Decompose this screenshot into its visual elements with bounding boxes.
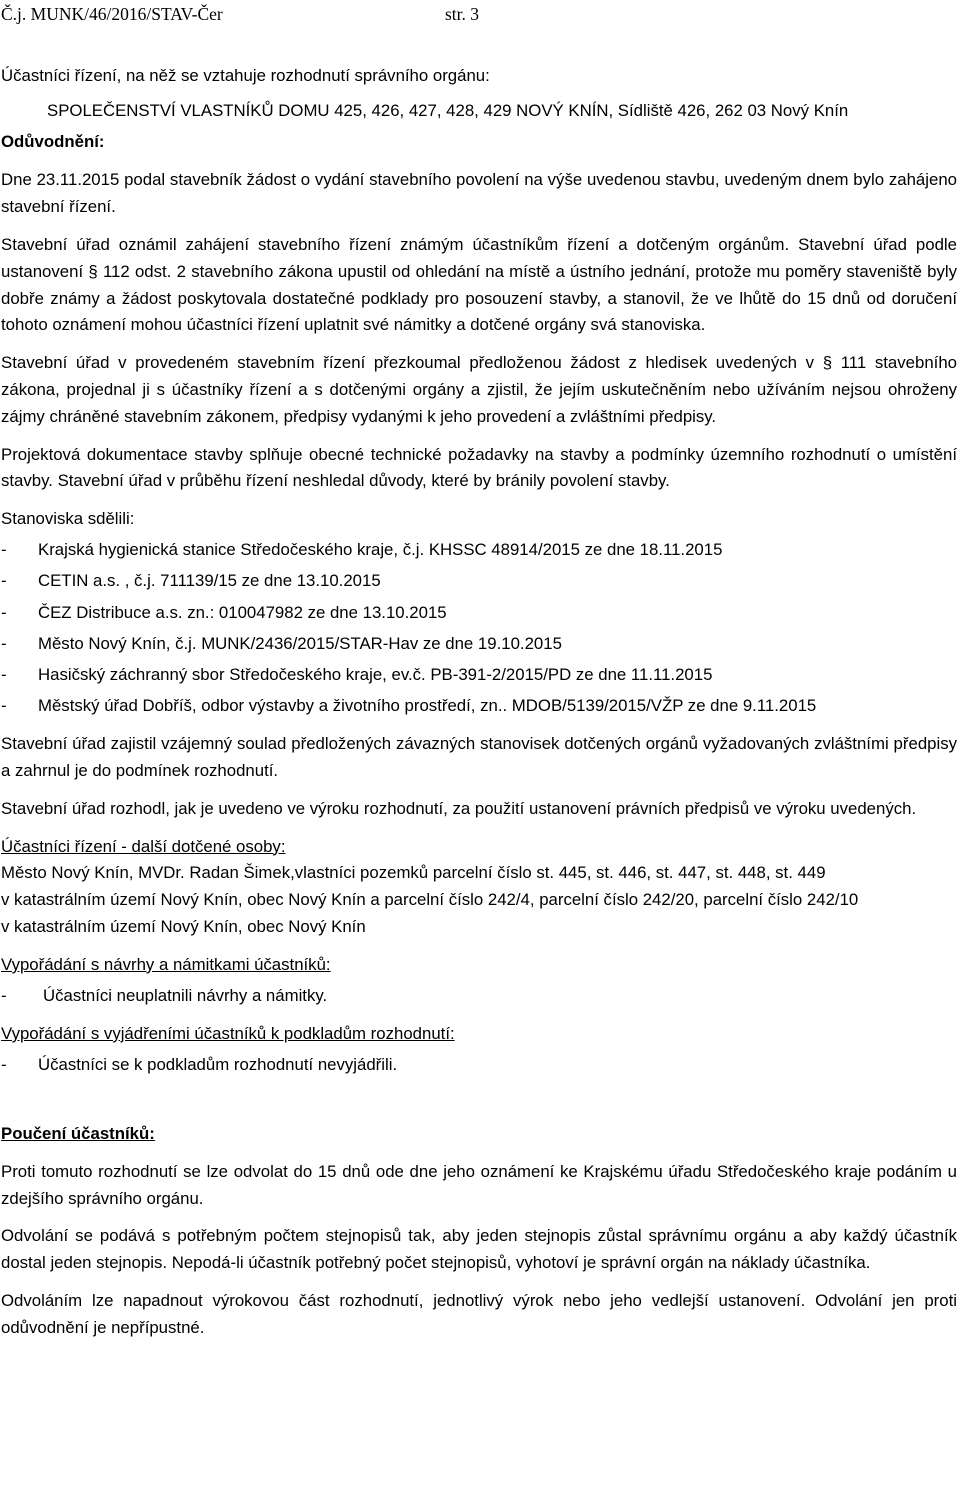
- list-dash: -: [1, 986, 7, 1006]
- opinions-paragraph-6: Stavební úřad rozhodl, jak je uvedeno ve výroku rozhodnutí, za použití ustanovení právních předpisů ve výroku uvedených.: [1, 798, 917, 818]
- list-dash: -: [1, 633, 7, 653]
- reasoning-paragraph-4: Projektová dokumentace stavby splňuje obecné technické požadavky na stavby a podmínky územního rozhodnutí o umístění stavby. Stavební úřad v průběhu řízení neshledal důvody, které by bránily povolení stavby.: [1, 444, 957, 491]
- list-item: [1, 568, 957, 595]
- list-item-text: CETIN a.s. , č.j. 711139/15 ze dne 13.10.2015: [38, 571, 381, 591]
- list-item: [1, 983, 957, 1010]
- instructions-paragraph-1: Proti tomuto rozhodnutí se lze odvolat do 15 dnů ode dne jeho oznámení ke Krajskému úřadu Středočeského kraje podáním u zdejšího správního orgánu.: [1, 1161, 957, 1208]
- list-dash: -: [1, 1055, 7, 1075]
- other-participants-heading: Účastníci řízení - další dotčené osoby:: [1, 836, 286, 856]
- page-header: [1, 0, 957, 30]
- reasoning-paragraph-1: Dne 23.11.2015 podal stavebník žádost o vydání stavebního povolení na výše uvedenou stavbu, uvedeným dnem bylo zahájeno stavební řízení.: [1, 170, 957, 217]
- other-participants-line: v katastrálním území Nový Knín, obec Nový Knín a parcelní číslo 242/4, parcelní číslo 242/20, parcelní číslo 242/10: [1, 890, 859, 910]
- list-dash: -: [1, 602, 7, 622]
- list-item-text: Hasičský záchranný sbor Středočeského kraje, ev.č. PB-391-2/2015/PD ze dne 11.11.2015: [38, 665, 713, 685]
- participants-entity: SPOLEČENSTVÍ VLASTNÍKŮ DOMU 425, 426, 427, 428, 429 NOVÝ KNÍN, Sídliště 426, 262 03 Nový Knín: [47, 100, 849, 120]
- reasoning-paragraph-3: Stavební úřad v provedeném stavebním řízení přezkoumal předloženou žádost z hledisek uvedených v § 111 stavebního zákona, projednal ji s účastníky řízení a s dotčenými orgány a zjistil, že jejím uskutečněním nebo užíváním nejsou ohroženy zájmy chráněné stavebním zákonem, předpisy vydanými k jeho provedení a zvláštními předpisy.: [1, 353, 957, 426]
- list-dash: -: [1, 571, 7, 591]
- opinions-heading: Stanoviska sdělili:: [1, 509, 135, 529]
- list-item: [1, 537, 957, 564]
- other-participants-line: Město Nový Knín, MVDr. Radan Šimek,vlastníci pozemků parcelní číslo st. 445, st. 446, st. 447, st. 448, st. 449: [1, 863, 826, 883]
- document-reference: Č.j. MUNK/46/2016/STAV-Čer: [1, 4, 223, 24]
- list-item-text: Účastníci neuplatnili návrhy a námitky.: [43, 986, 328, 1006]
- statements-heading: Vypořádání s vyjádřeními účastníků k podkladům rozhodnutí:: [1, 1023, 455, 1043]
- reasoning-heading: Odůvodnění:: [1, 131, 105, 151]
- other-participants-line: v katastrálním území Nový Knín, obec Nový Knín: [1, 917, 366, 937]
- opinions-paragraph-5: Stavební úřad zajistil vzájemný soulad předložených závazných stanovisek dotčených orgánů vyžadovaných zvláštními předpisy a zahrnul je do podmínek rozhodnutí.: [1, 734, 957, 781]
- list-item: [1, 1052, 957, 1079]
- list-item: [1, 693, 957, 720]
- list-item-text: Účastníci se k podkladům rozhodnutí nevyjádřili.: [38, 1055, 398, 1075]
- list-item-text: Krajská hygienická stanice Středočeského kraje, č.j. KHSSC 48914/2015 ze dne 18.11.2015: [38, 539, 723, 559]
- other-participants-text: [1, 860, 957, 940]
- list-item: [1, 662, 957, 689]
- participants-heading: Účastníci řízení, na něž se vztahuje rozhodnutí správního orgánu:: [1, 66, 490, 85]
- instructions-paragraph-2: Odvolání se podává s potřebným počtem stejnopisů tak, aby jeden stejnopis zůstal správnímu orgánu a aby každý účastník dostal jeden stejnopis. Nepodá-li účastník potřebný počet stejnopisů, vyhotoví je správní orgán na náklady účastníka.: [1, 1226, 957, 1273]
- instructions-paragraph-3: Odvoláním lze napadnout výrokovou část rozhodnutí, jednotlivý výrok nebo jeho vedlejší ustanovení. Odvolání jen proti odůvodnění je nepřípustné.: [1, 1290, 957, 1337]
- page-number: str. 3: [445, 4, 480, 24]
- reasoning-paragraph-2: Stavební úřad oznámil zahájení stavebního řízení známým účastníkům řízení a dotčeným orgánům. Stavební úřad podle ustanovení § 112 odst. 2 stavebního zákona upustil od ohledání na místě a ústního jednání, protože mu poměry staveniště byly dobře známy a žádost poskytovala dostatečné podklady pro posouzení stavby, a stanovil, že ve lhůtě do 15 dnů od doručení tohoto oznámení mohou účastníci řízení uplatnit své námitky a dotčené orgány svá stanoviska.: [1, 234, 957, 335]
- list-dash: -: [1, 665, 7, 685]
- list-item-text: Město Nový Knín, č.j. MUNK/2436/2015/STAR-Hav ze dne 19.10.2015: [38, 633, 562, 653]
- list-dash: -: [1, 696, 7, 716]
- instructions-heading: Poučení účastníků:: [1, 1124, 155, 1143]
- list-item-text: ČEZ Distribuce a.s. zn.: 010047982 ze dne 13.10.2015: [38, 602, 447, 622]
- list-item-text: Městský úřad Dobříš, odbor výstavby a životního prostředí, zn.. MDOB/5139/2015/VŽP ze dne 9.11.2015: [38, 696, 817, 716]
- opinions-list: [1, 537, 957, 720]
- list-item: [1, 631, 957, 658]
- list-item: [1, 600, 957, 627]
- list-dash: -: [1, 539, 7, 559]
- objections-heading: Vypořádání s návrhy a námitkami účastníků:: [1, 954, 331, 974]
